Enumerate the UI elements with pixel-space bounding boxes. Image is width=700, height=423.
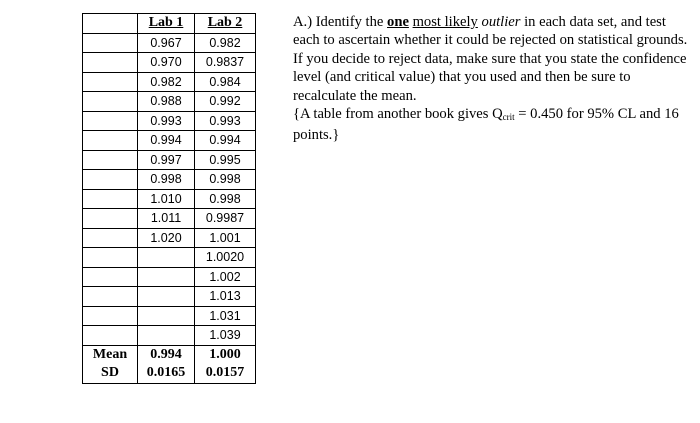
lab1-value: 0.998 — [138, 170, 195, 190]
lab2-value: 0.993 — [195, 111, 256, 131]
lab2-value: 1.0020 — [195, 248, 256, 268]
row-label — [83, 131, 138, 151]
table-row — [83, 53, 256, 73]
lab1-value: 0.993 — [138, 111, 195, 131]
row-label — [83, 326, 138, 346]
lab2-value: 0.982 — [195, 33, 256, 53]
lab1-value: 0.982 — [138, 72, 195, 92]
lab1-value — [138, 248, 195, 268]
lab2-value: 1.002 — [195, 267, 256, 287]
hint-text-b: = 0.450 for 95% CL and 16 points.} — [293, 106, 679, 144]
q-text-most-likely: most likely — [412, 14, 478, 30]
row-label — [83, 53, 138, 73]
header-lab2 — [195, 14, 256, 34]
q-text-outlier: outlier — [481, 14, 521, 30]
table-row — [83, 170, 256, 190]
table-row — [83, 326, 256, 346]
table-row — [83, 287, 256, 307]
lab2-mean: 1.000 — [195, 345, 256, 364]
table-row — [83, 228, 256, 248]
row-label — [83, 189, 138, 209]
lab1-mean: 0.994 — [138, 345, 195, 364]
lab1-value: 0.970 — [138, 53, 195, 73]
lab2-value: 0.984 — [195, 72, 256, 92]
table-row — [83, 111, 256, 131]
lab2-value: 0.994 — [195, 131, 256, 151]
table-row — [83, 267, 256, 287]
header-lab1 — [138, 14, 195, 34]
lab2-value: 1.031 — [195, 306, 256, 326]
row-label — [83, 72, 138, 92]
row-label — [83, 209, 138, 229]
lab2-value: 0.998 — [195, 189, 256, 209]
question-paragraph — [293, 13, 688, 105]
row-label — [83, 170, 138, 190]
row-label — [83, 248, 138, 268]
lab1-sd: 0.0165 — [138, 364, 195, 383]
lab1-value: 0.988 — [138, 92, 195, 112]
lab1-value: 1.020 — [138, 228, 195, 248]
lab1-value: 1.011 — [138, 209, 195, 229]
table-row — [83, 189, 256, 209]
table-row — [83, 72, 256, 92]
header-cell-blank — [83, 14, 138, 34]
lab2-value: 0.9987 — [195, 209, 256, 229]
row-label — [83, 287, 138, 307]
table-row — [83, 209, 256, 229]
lab2-value: 1.001 — [195, 228, 256, 248]
row-label — [83, 150, 138, 170]
data-table — [82, 13, 256, 384]
lab1-value — [138, 326, 195, 346]
table-header-row — [83, 14, 256, 34]
question-text — [293, 13, 688, 145]
sd-row — [83, 364, 256, 383]
hint-subscript: crit — [502, 112, 515, 123]
row-label — [83, 267, 138, 287]
table-row — [83, 150, 256, 170]
lab2-value: 1.013 — [195, 287, 256, 307]
lab1-value — [138, 306, 195, 326]
table-row — [83, 92, 256, 112]
hint-paragraph — [293, 105, 688, 145]
table-row — [83, 33, 256, 53]
row-label — [83, 33, 138, 53]
table-row — [83, 131, 256, 151]
header-lab1-text: Lab 1 — [148, 15, 184, 31]
lab1-value — [138, 287, 195, 307]
hint-text-a: {A table from another book gives Q — [293, 106, 503, 123]
mean-label: Mean — [83, 345, 138, 364]
lab2-value: 0.9837 — [195, 53, 256, 73]
lab1-value — [138, 267, 195, 287]
lab1-value: 0.967 — [138, 33, 195, 53]
mean-row — [83, 345, 256, 364]
row-label — [83, 111, 138, 131]
table-row — [83, 306, 256, 326]
header-lab2-text: Lab 2 — [207, 15, 243, 31]
table-row — [83, 248, 256, 268]
lab1-value: 1.010 — [138, 189, 195, 209]
sd-label: SD — [83, 364, 138, 383]
lab1-value: 0.994 — [138, 131, 195, 151]
row-label — [83, 92, 138, 112]
q-text-a: A.) Identify the — [293, 14, 388, 30]
q-text-d: in each data set, and test each to ascertain whether it could be rejected on statistical grounds. If you decide to reject data, make sure that you state the confidence level (and critical value) that you used and then be sure to recalculate the mean. — [293, 14, 688, 104]
lab2-sd: 0.0157 — [195, 364, 256, 383]
lab2-value: 0.992 — [195, 92, 256, 112]
row-label — [83, 306, 138, 326]
lab2-value: 0.998 — [195, 170, 256, 190]
lab2-value: 1.039 — [195, 326, 256, 346]
row-label — [83, 228, 138, 248]
q-text-one: one — [387, 14, 409, 30]
lab1-value: 0.997 — [138, 150, 195, 170]
lab2-value: 0.995 — [195, 150, 256, 170]
